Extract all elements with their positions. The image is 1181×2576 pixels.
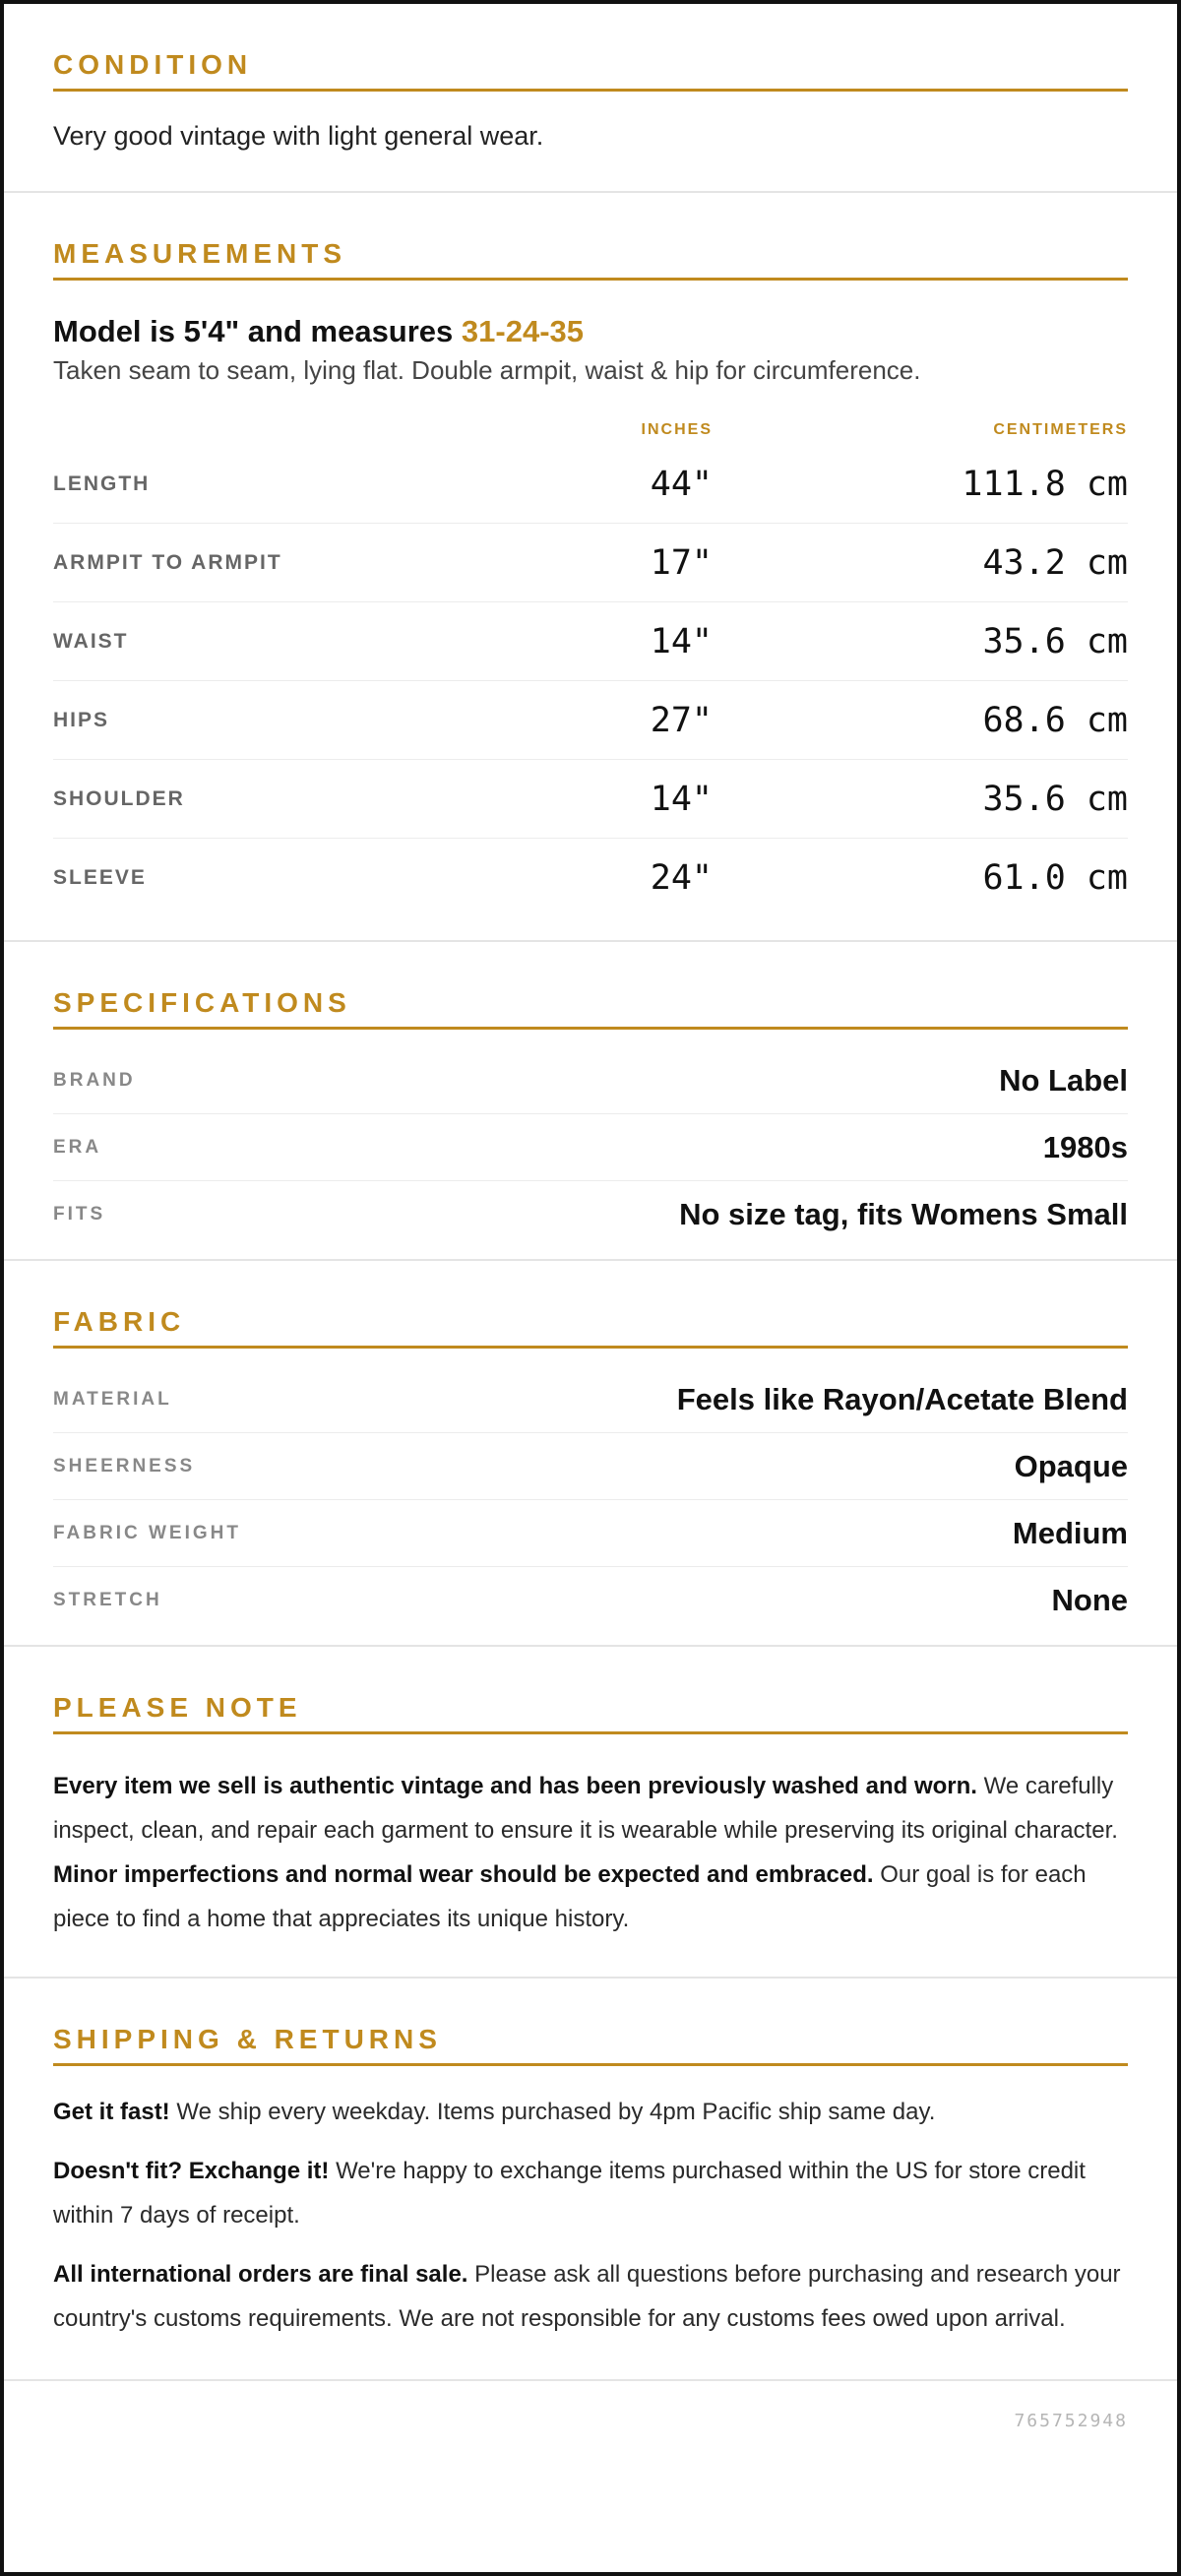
measurement-label: SHOULDER xyxy=(53,786,185,810)
shipping-text: We ship every weekday. Items purchased by 4pm Pacific ship same day. xyxy=(169,2099,936,2125)
table-row xyxy=(53,445,1128,524)
measurement-inches: 17" xyxy=(650,542,713,583)
measurement-inches: 27" xyxy=(650,700,713,740)
measurement-label: WAIST xyxy=(53,629,129,653)
specifications-list xyxy=(53,1030,1128,1259)
spec-key: FITS xyxy=(53,1203,106,1225)
list-item xyxy=(53,1567,1128,1633)
spec-key: BRAND xyxy=(53,1069,136,1091)
note-bold-2: Minor imperfections and normal wear should be expected and embraced. xyxy=(53,1861,874,1888)
measurement-cm: 68.6 cm xyxy=(982,700,1128,740)
list-item xyxy=(53,1114,1128,1181)
spec-key: ERA xyxy=(53,1136,102,1158)
model-info xyxy=(53,314,1128,349)
note-text-1: We carefully inspect, clean, and repair each garment to ensure it is wearable while preserving its original character. xyxy=(53,1773,1118,1844)
measurement-table-header xyxy=(53,415,1128,445)
measurement-label: LENGTH xyxy=(53,471,151,495)
specifications-title: SPECIFICATIONS xyxy=(53,987,1128,1030)
measurement-inches: 14" xyxy=(650,621,713,661)
header-centimeters: CENTIMETERS xyxy=(993,421,1128,438)
shipping-info xyxy=(53,2066,1128,2379)
specifications-section xyxy=(4,942,1177,1261)
measurement-inches: 24" xyxy=(650,857,713,898)
measurement-cm: 111.8 cm xyxy=(962,464,1128,504)
fabric-key: FABRIC WEIGHT xyxy=(53,1522,241,1543)
table-row xyxy=(53,760,1128,839)
product-id: 765752948 xyxy=(1014,2411,1128,2431)
measurement-inches: 44" xyxy=(650,464,713,504)
measurement-cm: 35.6 cm xyxy=(982,621,1128,661)
condition-title: CONDITION xyxy=(53,49,1128,92)
spec-value: 1980s xyxy=(1042,1129,1128,1164)
measurement-instructions: Taken seam to seam, lying flat. Double armpit, waist & hip for circumference. xyxy=(53,355,921,385)
measurement-table xyxy=(53,445,1128,940)
measurement-inches: 14" xyxy=(650,779,713,819)
please-note-title: PLEASE NOTE xyxy=(53,1692,1128,1734)
please-note-section xyxy=(4,1647,1177,1979)
fabric-section xyxy=(4,1261,1177,1647)
exchange-paragraph xyxy=(53,2149,1128,2237)
exchange-text: We're happy to exchange items purchased within the US for store credit within 7 days of receipt. xyxy=(53,2158,1086,2229)
model-info-prefix: Model is 5'4" and measures xyxy=(53,314,462,348)
measurement-cm: 61.0 cm xyxy=(982,857,1128,898)
measurements-section xyxy=(4,193,1177,942)
table-row xyxy=(53,602,1128,681)
table-row xyxy=(53,524,1128,602)
exchange-bold: Doesn't fit? Exchange it! xyxy=(53,2158,330,2184)
condition-text: Very good vintage with light general wear. xyxy=(53,121,544,151)
international-paragraph xyxy=(53,2252,1128,2341)
shipping-returns-section xyxy=(4,1979,1177,2381)
fabric-value: None xyxy=(1051,1582,1128,1617)
list-item xyxy=(53,1366,1128,1433)
footer xyxy=(4,2381,1177,2452)
fabric-title: FABRIC xyxy=(53,1306,1128,1349)
table-row xyxy=(53,681,1128,760)
international-bold: All international orders are final sale. xyxy=(53,2261,468,2288)
fabric-value: Medium xyxy=(1012,1515,1128,1550)
fabric-key: STRETCH xyxy=(53,1589,162,1610)
shipping-bold: Get it fast! xyxy=(53,2099,170,2125)
measurement-label: HIPS xyxy=(53,708,110,731)
spec-value: No size tag, fits Womens Small xyxy=(679,1196,1128,1231)
measurement-label: ARMPIT TO ARMPIT xyxy=(53,550,282,574)
note-bold-1: Every item we sell is authentic vintage and has been previously washed and worn. xyxy=(53,1773,977,1799)
fabric-value: Feels like Rayon/Acetate Blend xyxy=(676,1381,1128,1416)
list-item xyxy=(53,1181,1128,1247)
measurements-title: MEASUREMENTS xyxy=(53,238,1128,281)
fabric-list xyxy=(53,1349,1128,1645)
fabric-key: SHEERNESS xyxy=(53,1455,196,1476)
model-measurements: 31-24-35 xyxy=(461,314,584,348)
list-item xyxy=(53,1500,1128,1567)
measurement-cm: 35.6 cm xyxy=(982,779,1128,819)
fabric-value: Opaque xyxy=(1014,1448,1128,1483)
shipping-returns-title: SHIPPING & RETURNS xyxy=(53,2024,1128,2066)
list-item xyxy=(53,1433,1128,1500)
table-row xyxy=(53,839,1128,916)
spec-value: No Label xyxy=(999,1062,1128,1098)
condition-section xyxy=(4,4,1177,193)
international-text: Please ask all questions before purchasing and research your country's customs requirements. We are not responsible for any customs fees owed upon arrival. xyxy=(53,2261,1121,2332)
note-text-2: Our goal is for each piece to find a home that appreciates its unique history. xyxy=(53,1861,1087,1932)
shipping-paragraph xyxy=(53,2090,1128,2134)
please-note-text xyxy=(53,1734,1128,1977)
measurement-label: SLEEVE xyxy=(53,865,147,889)
measurement-cm: 43.2 cm xyxy=(982,542,1128,583)
list-item xyxy=(53,1047,1128,1114)
header-inches: INCHES xyxy=(641,421,713,438)
fabric-key: MATERIAL xyxy=(53,1388,172,1410)
